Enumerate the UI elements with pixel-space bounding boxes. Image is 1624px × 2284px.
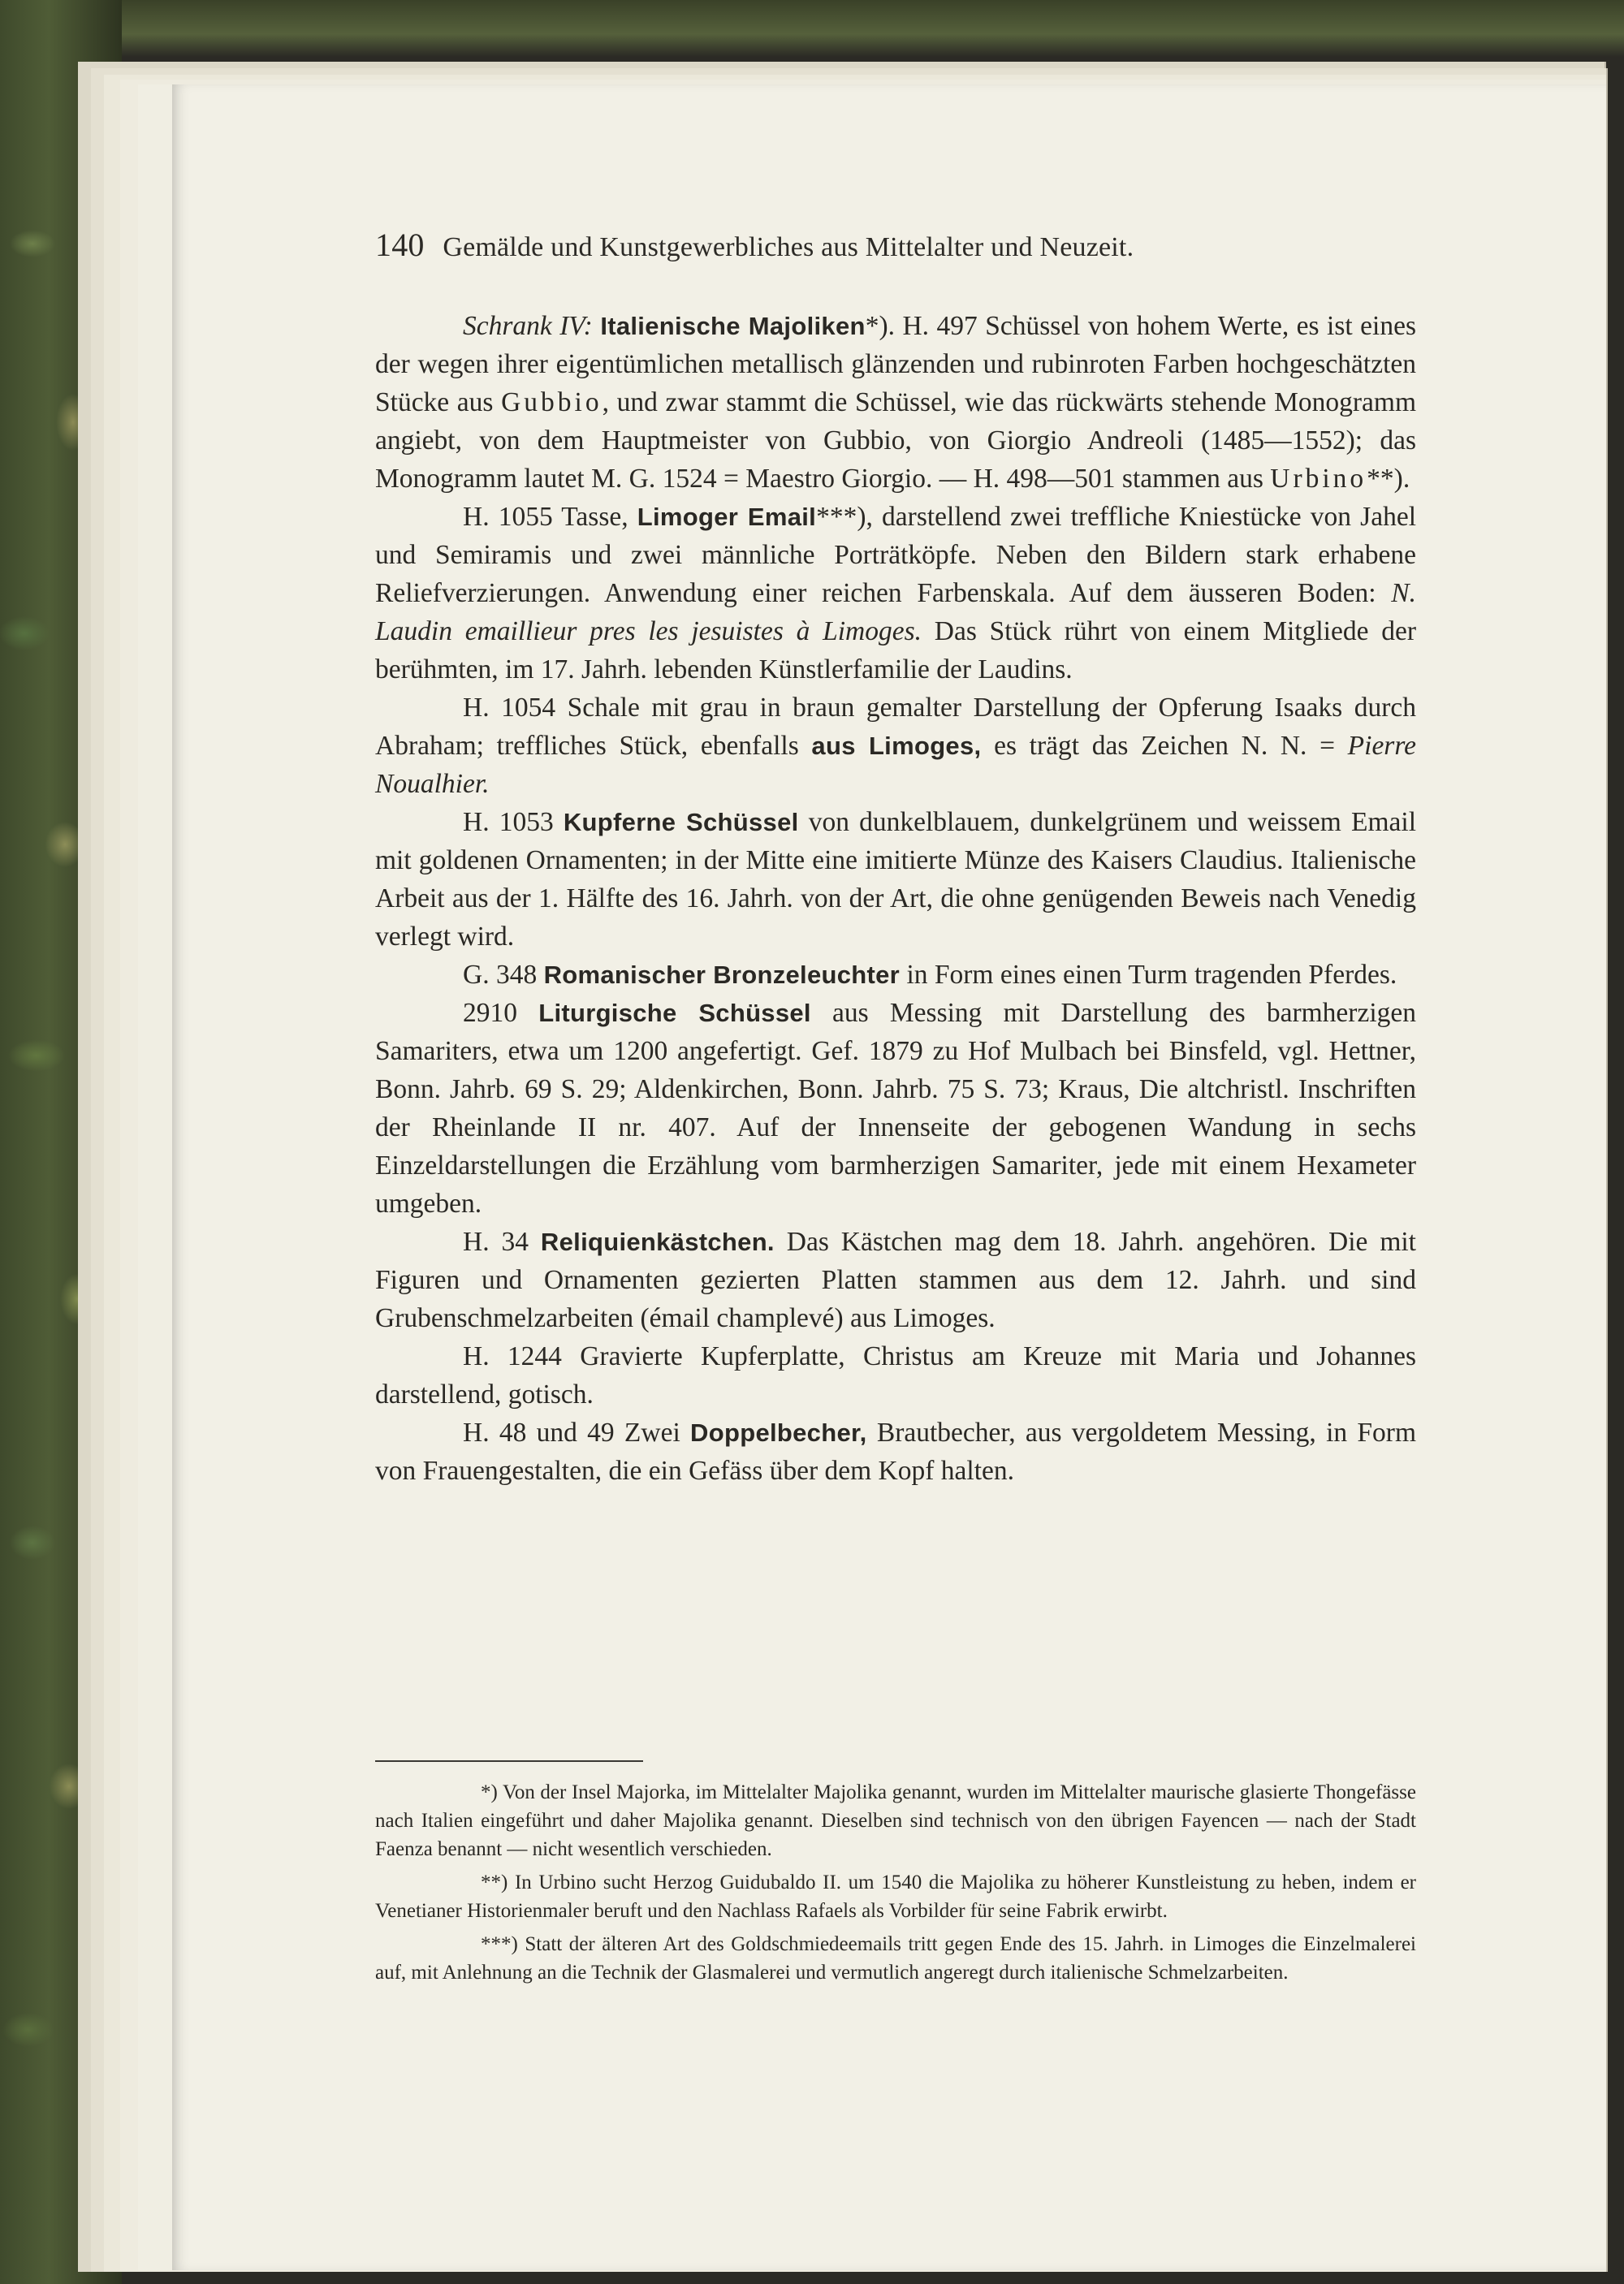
keyword: Kupferne Schüssel — [563, 808, 799, 836]
text-run: G. 348 — [463, 960, 538, 990]
keyword: Liturgische Schüssel — [538, 999, 811, 1027]
footnote: *) Von der Insel Majorka, im Mittelalter Majolika genannt, wurden im Mittelalter maurische glasierte Thongefässe nach Italien eingeführt und daher Majolika genannt. Dieselben sind technisch von den übrigen Fayencen — nach der Stadt Faenza benannt — nicht wesentlich verschieden. — [375, 1781, 1416, 1860]
text-run: H. 34 — [463, 1227, 529, 1257]
text-run: es trägt das Zeichen N. N. = — [994, 731, 1335, 761]
text-run: von dunkelblauem, dunkelgrünem und weissem Email mit goldenen Ornamenten; in der Mitte eine imitierte Münze des Kaisers Claudius. Italienische Arbeit aus der 1. Hälfte des 16. Jahrh. von der Art, die ohne genügenden Beweis nach Venedig verlegt wird. — [375, 807, 1417, 952]
footnote: ***) Statt der älteren Art des Goldschmiedeemails tritt gegen Ende des 15. Jahrh. in Limoges die Einzelmalerei auf, mit Anlehnung an die Technik der Glasmalerei und vermutlich angeregt durch italienische Schmelzarbeiten. — [375, 1933, 1416, 1984]
footnote-rule — [375, 1760, 643, 1762]
text-run: Schrank IV: — [463, 311, 593, 341]
paragraph — [375, 803, 1416, 956]
keyword: aus Limoges, — [811, 732, 982, 760]
text-run: H. 1244 Gravierte Kupferplatte, Christus am Kreuze mit Maria und Johannes darstellend, gotisch. — [375, 1341, 1416, 1410]
paragraph — [375, 1337, 1416, 1414]
paragraph — [375, 689, 1416, 803]
text-run: ***), darstellend zwei treffliche Kniestücke von Jahel und Semiramis und zwei männliche Porträtköpfe. Neben den Bildern stark erhabene Reliefverzierungen. Anwendung einer reichen Farbenskala. Auf dem äusseren Boden: — [375, 502, 1417, 608]
text-run: H. 1055 Tasse, — [463, 502, 628, 532]
text-run: aus Messing mit Darstellung des barmherzigen Samariters, etwa um 1200 angefertigt. Gef. 1879 zu Hof Mulbach bei Binsfeld, vgl. Hettner, Bonn. Jahrb. 69 S. 29; Aldenkirchen, Bonn. Jahrb. 75 S. 73; Kraus, Die altchristl. Inschriften der Rheinlande II nr. 407. Auf der Innenseite der gebogenen Wandung in sechs Einzeldarstellungen die Erzählung vom barmherzigen Samariter, jede mit einem Hexameter umgeben. — [375, 998, 1417, 1219]
keyword: Limoger Email — [637, 503, 817, 531]
text-run: Das Kästchen mag dem 18. Jahrh. angehören. Die mit Figuren und Ornamenten gezierten Platten stammen aus dem 12. Jahrh. und sind Grubenschmelzarbeiten (émail champlevé) aus Limoges. — [375, 1227, 1416, 1333]
paragraph — [375, 307, 1416, 498]
text-run: Das Stück rührt von einem Mitgliede der berühmten, im 17. Jahrh. lebenden Künstlerfamilie der Laudins. — [375, 616, 1417, 684]
main-text — [375, 307, 1416, 1490]
text-run: , und zwar stammt die Schüssel, wie das rückwärts stehende Monogramm angiebt, von dem Hauptmeister von Gubbio, von Giorgio Andreoli (1485—1552); das Monogramm lautet M. G. 1524 = Maestro Giorgio. — H. 498—501 stammen aus — [375, 387, 1417, 494]
text-run: H. 1053 — [463, 807, 554, 837]
paragraph — [375, 956, 1416, 994]
footnote: **) In Urbino sucht Herzog Guidubaldo II. um 1540 die Majolika zu höherer Kunstleistung zu heben, indem er Venetianer Historienmaler beruft und den Nachlass Rafaels als Vorbilder für seine Fabrik erwirbt. — [375, 1872, 1416, 1922]
text-run: Brautbecher, aus vergoldetem Messing, in Form von Frauengestalten, die ein Gefäss über dem Kopf halten. — [375, 1418, 1416, 1486]
keyword: Doppelbecher, — [690, 1418, 867, 1447]
running-title: Gemälde und Kunstgewerbliches aus Mittelalter und Neuzeit. — [443, 232, 1134, 262]
text-run: *). H. 497 Schüssel von hohem Werte, es ist eines der wegen ihrer eigentümlichen metallisch glänzenden und rubinroten Farben hochgeschätzten Stücke aus — [375, 311, 1417, 417]
text-run: Pierre Noualhier. — [375, 731, 1417, 799]
paragraph — [375, 498, 1416, 689]
page-number: 140 — [375, 227, 425, 263]
text-run: Urbino — [1270, 464, 1367, 494]
footnotes — [375, 1778, 1416, 1992]
text-run: in Form eines einen Turm tragenden Pferdes. — [906, 960, 1397, 990]
paragraph — [375, 1223, 1416, 1337]
keyword: Italienische Majoliken — [600, 312, 866, 340]
paragraph — [375, 1414, 1416, 1490]
cover-top-edge — [122, 0, 1624, 57]
keyword: Romanischer Bronzeleuchter — [543, 961, 901, 989]
text-run: 2910 — [463, 998, 517, 1028]
text-run: Gubbio — [501, 387, 603, 417]
keyword: Reliquienkästchen. — [540, 1228, 775, 1256]
paragraph — [375, 994, 1416, 1223]
text-run: H. 48 und 49 Zwei — [463, 1418, 680, 1448]
text-run: **). — [1367, 464, 1410, 494]
running-head — [375, 226, 1429, 264]
text-run: H. 1054 Schale mit grau in braun gemalter Darstellung der Opferung Isaaks durch Abraham; treffliches Stück, ebenfalls — [375, 693, 1416, 761]
text-run: N. Laudin emaillieur pres les jesuistes à Limoges. — [375, 578, 1417, 646]
